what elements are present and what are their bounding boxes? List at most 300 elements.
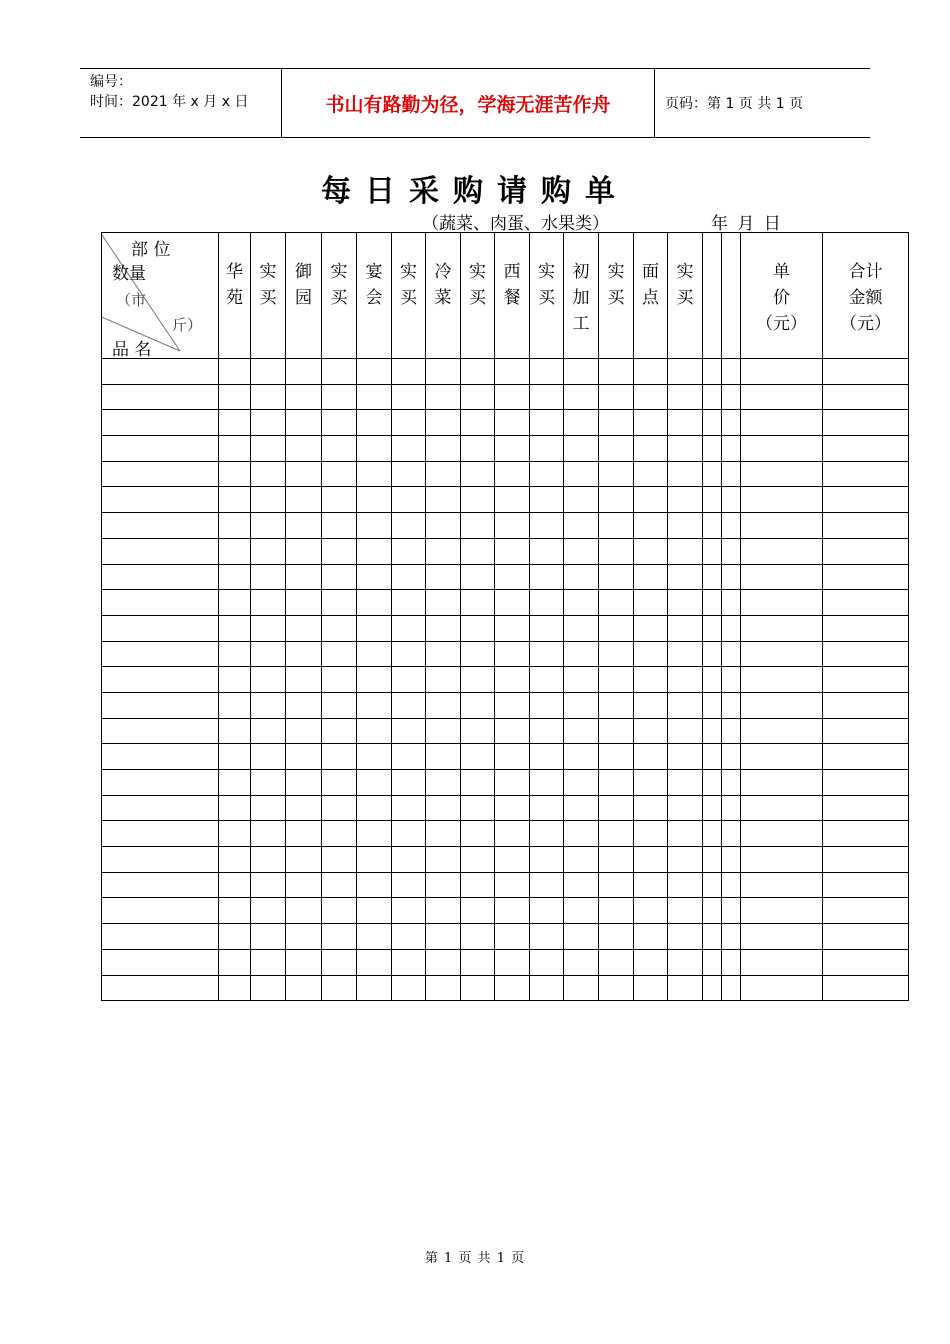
table-cell[interactable]: [357, 410, 392, 436]
table-cell[interactable]: [251, 667, 286, 693]
table-cell[interactable]: [564, 436, 599, 462]
table-cell[interactable]: [530, 924, 564, 950]
table-cell[interactable]: [530, 692, 564, 718]
table-cell[interactable]: [703, 795, 722, 821]
table-cell[interactable]: [461, 590, 495, 616]
table-cell[interactable]: [722, 513, 741, 539]
table-cell[interactable]: [564, 795, 599, 821]
table-cell[interactable]: [461, 384, 495, 410]
table-cell[interactable]: [564, 615, 599, 641]
table-cell[interactable]: [741, 538, 823, 564]
table-cell[interactable]: [495, 641, 530, 667]
table-cell[interactable]: [219, 949, 251, 975]
table-cell[interactable]: [219, 872, 251, 898]
table-cell[interactable]: [668, 410, 703, 436]
table-cell[interactable]: [599, 795, 634, 821]
table-cell[interactable]: [823, 744, 909, 770]
table-cell[interactable]: [741, 513, 823, 539]
table-cell[interactable]: [426, 770, 461, 796]
table-cell[interactable]: [251, 615, 286, 641]
table-cell[interactable]: [668, 590, 703, 616]
table-cell[interactable]: [530, 718, 564, 744]
table-cell[interactable]: [564, 641, 599, 667]
table-cell[interactable]: [322, 461, 357, 487]
table-cell[interactable]: [741, 667, 823, 693]
table-cell[interactable]: [219, 384, 251, 410]
table-cell[interactable]: [102, 898, 219, 924]
table-cell[interactable]: [703, 487, 722, 513]
table-cell[interactable]: [564, 410, 599, 436]
table-cell[interactable]: [426, 872, 461, 898]
table-cell[interactable]: [251, 744, 286, 770]
table-cell[interactable]: [322, 436, 357, 462]
table-cell[interactable]: [634, 795, 668, 821]
table-cell[interactable]: [286, 615, 322, 641]
table-cell[interactable]: [392, 872, 426, 898]
table-cell[interactable]: [392, 898, 426, 924]
table-cell[interactable]: [426, 744, 461, 770]
table-cell[interactable]: [564, 359, 599, 385]
table-cell[interactable]: [703, 692, 722, 718]
table-cell[interactable]: [219, 847, 251, 873]
table-cell[interactable]: [823, 615, 909, 641]
table-cell[interactable]: [392, 975, 426, 1001]
table-cell[interactable]: [286, 487, 322, 513]
table-cell[interactable]: [741, 744, 823, 770]
table-cell[interactable]: [357, 872, 392, 898]
table-cell[interactable]: [392, 795, 426, 821]
table-cell[interactable]: [426, 513, 461, 539]
table-cell[interactable]: [102, 667, 219, 693]
table-cell[interactable]: [286, 718, 322, 744]
table-cell[interactable]: [741, 487, 823, 513]
table-cell[interactable]: [741, 359, 823, 385]
table-cell[interactable]: [741, 795, 823, 821]
table-cell[interactable]: [722, 487, 741, 513]
table-cell[interactable]: [102, 821, 219, 847]
table-cell[interactable]: [564, 487, 599, 513]
table-cell[interactable]: [461, 744, 495, 770]
table-cell[interactable]: [634, 436, 668, 462]
table-cell[interactable]: [564, 770, 599, 796]
table-cell[interactable]: [634, 949, 668, 975]
table-cell[interactable]: [703, 590, 722, 616]
table-cell[interactable]: [668, 513, 703, 539]
table-cell[interactable]: [530, 615, 564, 641]
table-cell[interactable]: [286, 795, 322, 821]
table-cell[interactable]: [564, 898, 599, 924]
table-cell[interactable]: [392, 744, 426, 770]
table-cell[interactable]: [668, 538, 703, 564]
table-cell[interactable]: [219, 436, 251, 462]
table-cell[interactable]: [599, 692, 634, 718]
table-cell[interactable]: [392, 410, 426, 436]
table-cell[interactable]: [823, 692, 909, 718]
table-cell[interactable]: [392, 436, 426, 462]
table-cell[interactable]: [392, 538, 426, 564]
table-cell[interactable]: [461, 821, 495, 847]
table-cell[interactable]: [564, 821, 599, 847]
table-cell[interactable]: [722, 436, 741, 462]
table-cell[interactable]: [102, 461, 219, 487]
table-cell[interactable]: [322, 744, 357, 770]
table-cell[interactable]: [722, 384, 741, 410]
table-cell[interactable]: [741, 924, 823, 950]
table-cell[interactable]: [495, 872, 530, 898]
table-cell[interactable]: [741, 847, 823, 873]
table-cell[interactable]: [102, 744, 219, 770]
table-cell[interactable]: [286, 949, 322, 975]
table-cell[interactable]: [741, 461, 823, 487]
table-cell[interactable]: [703, 564, 722, 590]
table-cell[interactable]: [219, 898, 251, 924]
table-cell[interactable]: [634, 821, 668, 847]
table-cell[interactable]: [426, 924, 461, 950]
table-cell[interactable]: [461, 975, 495, 1001]
table-cell[interactable]: [461, 872, 495, 898]
table-cell[interactable]: [634, 538, 668, 564]
table-cell[interactable]: [219, 718, 251, 744]
table-cell[interactable]: [286, 641, 322, 667]
table-cell[interactable]: [392, 949, 426, 975]
table-cell[interactable]: [219, 487, 251, 513]
table-cell[interactable]: [634, 718, 668, 744]
table-cell[interactable]: [599, 718, 634, 744]
table-cell[interactable]: [251, 898, 286, 924]
table-cell[interactable]: [426, 641, 461, 667]
table-cell[interactable]: [461, 564, 495, 590]
table-cell[interactable]: [703, 975, 722, 1001]
table-cell[interactable]: [722, 898, 741, 924]
table-cell[interactable]: [286, 872, 322, 898]
table-cell[interactable]: [530, 590, 564, 616]
table-cell[interactable]: [392, 924, 426, 950]
table-cell[interactable]: [219, 667, 251, 693]
table-cell[interactable]: [357, 795, 392, 821]
table-cell[interactable]: [426, 795, 461, 821]
table-cell[interactable]: [634, 898, 668, 924]
table-cell[interactable]: [668, 359, 703, 385]
table-cell[interactable]: [722, 359, 741, 385]
table-cell[interactable]: [530, 975, 564, 1001]
table-cell[interactable]: [530, 513, 564, 539]
table-cell[interactable]: [495, 538, 530, 564]
table-cell[interactable]: [703, 872, 722, 898]
table-cell[interactable]: [668, 615, 703, 641]
table-cell[interactable]: [530, 795, 564, 821]
table-cell[interactable]: [392, 641, 426, 667]
table-cell[interactable]: [495, 487, 530, 513]
table-cell[interactable]: [322, 359, 357, 385]
table-cell[interactable]: [251, 949, 286, 975]
table-cell[interactable]: [251, 641, 286, 667]
table-cell[interactable]: [741, 384, 823, 410]
table-cell[interactable]: [564, 924, 599, 950]
table-cell[interactable]: [564, 975, 599, 1001]
table-cell[interactable]: [741, 564, 823, 590]
table-cell[interactable]: [251, 538, 286, 564]
table-cell[interactable]: [357, 615, 392, 641]
table-cell[interactable]: [722, 744, 741, 770]
table-cell[interactable]: [703, 359, 722, 385]
table-cell[interactable]: [286, 924, 322, 950]
table-cell[interactable]: [634, 744, 668, 770]
table-cell[interactable]: [357, 949, 392, 975]
table-cell[interactable]: [823, 513, 909, 539]
table-cell[interactable]: [564, 513, 599, 539]
table-cell[interactable]: [251, 590, 286, 616]
table-cell[interactable]: [461, 461, 495, 487]
table-cell[interactable]: [530, 487, 564, 513]
table-cell[interactable]: [357, 513, 392, 539]
table-cell[interactable]: [426, 847, 461, 873]
table-cell[interactable]: [564, 384, 599, 410]
table-cell[interactable]: [357, 538, 392, 564]
table-cell[interactable]: [741, 410, 823, 436]
table-cell[interactable]: [668, 770, 703, 796]
table-cell[interactable]: [530, 667, 564, 693]
table-cell[interactable]: [722, 975, 741, 1001]
table-cell[interactable]: [599, 410, 634, 436]
table-cell[interactable]: [741, 770, 823, 796]
table-cell[interactable]: [102, 770, 219, 796]
table-cell[interactable]: [219, 744, 251, 770]
table-cell[interactable]: [426, 821, 461, 847]
table-cell[interactable]: [668, 384, 703, 410]
table-cell[interactable]: [530, 744, 564, 770]
table-cell[interactable]: [741, 641, 823, 667]
table-cell[interactable]: [357, 436, 392, 462]
table-cell[interactable]: [722, 795, 741, 821]
table-cell[interactable]: [722, 615, 741, 641]
table-cell[interactable]: [668, 564, 703, 590]
table-cell[interactable]: [823, 795, 909, 821]
table-cell[interactable]: [286, 538, 322, 564]
table-cell[interactable]: [668, 487, 703, 513]
table-cell[interactable]: [286, 384, 322, 410]
table-cell[interactable]: [357, 847, 392, 873]
table-cell[interactable]: [322, 667, 357, 693]
table-cell[interactable]: [426, 718, 461, 744]
table-cell[interactable]: [322, 564, 357, 590]
table-cell[interactable]: [495, 744, 530, 770]
table-cell[interactable]: [634, 667, 668, 693]
table-cell[interactable]: [251, 359, 286, 385]
table-cell[interactable]: [322, 821, 357, 847]
table-cell[interactable]: [322, 795, 357, 821]
table-cell[interactable]: [599, 949, 634, 975]
table-cell[interactable]: [461, 898, 495, 924]
table-cell[interactable]: [357, 744, 392, 770]
table-cell[interactable]: [634, 590, 668, 616]
table-cell[interactable]: [495, 718, 530, 744]
table-cell[interactable]: [461, 436, 495, 462]
table-cell[interactable]: [599, 359, 634, 385]
table-cell[interactable]: [322, 590, 357, 616]
table-cell[interactable]: [357, 898, 392, 924]
table-cell[interactable]: [357, 924, 392, 950]
table-cell[interactable]: [322, 487, 357, 513]
table-cell[interactable]: [530, 872, 564, 898]
table-cell[interactable]: [286, 692, 322, 718]
table-cell[interactable]: [823, 924, 909, 950]
table-cell[interactable]: [357, 384, 392, 410]
table-cell[interactable]: [634, 692, 668, 718]
table-cell[interactable]: [251, 513, 286, 539]
table-cell[interactable]: [392, 359, 426, 385]
table-cell[interactable]: [426, 667, 461, 693]
table-cell[interactable]: [703, 384, 722, 410]
table-cell[interactable]: [564, 667, 599, 693]
table-cell[interactable]: [722, 590, 741, 616]
table-cell[interactable]: [219, 538, 251, 564]
table-cell[interactable]: [102, 615, 219, 641]
table-cell[interactable]: [722, 872, 741, 898]
table-cell[interactable]: [495, 359, 530, 385]
table-cell[interactable]: [461, 949, 495, 975]
table-cell[interactable]: [530, 564, 564, 590]
table-cell[interactable]: [495, 770, 530, 796]
table-cell[interactable]: [219, 641, 251, 667]
table-cell[interactable]: [741, 821, 823, 847]
table-cell[interactable]: [634, 641, 668, 667]
table-cell[interactable]: [392, 590, 426, 616]
table-cell[interactable]: [219, 692, 251, 718]
table-cell[interactable]: [668, 667, 703, 693]
table-cell[interactable]: [823, 564, 909, 590]
table-cell[interactable]: [530, 898, 564, 924]
table-cell[interactable]: [461, 615, 495, 641]
table-cell[interactable]: [286, 770, 322, 796]
table-cell[interactable]: [251, 821, 286, 847]
table-cell[interactable]: [286, 513, 322, 539]
table-cell[interactable]: [102, 795, 219, 821]
table-cell[interactable]: [703, 898, 722, 924]
table-cell[interactable]: [564, 949, 599, 975]
table-cell[interactable]: [741, 692, 823, 718]
table-cell[interactable]: [322, 615, 357, 641]
table-cell[interactable]: [564, 744, 599, 770]
table-cell[interactable]: [102, 487, 219, 513]
table-cell[interactable]: [219, 513, 251, 539]
table-cell[interactable]: [564, 847, 599, 873]
table-cell[interactable]: [495, 615, 530, 641]
table-cell[interactable]: [722, 641, 741, 667]
table-cell[interactable]: [426, 590, 461, 616]
table-cell[interactable]: [426, 975, 461, 1001]
table-cell[interactable]: [322, 924, 357, 950]
table-cell[interactable]: [495, 461, 530, 487]
table-cell[interactable]: [823, 898, 909, 924]
table-cell[interactable]: [495, 564, 530, 590]
table-cell[interactable]: [530, 436, 564, 462]
table-cell[interactable]: [823, 872, 909, 898]
table-cell[interactable]: [461, 538, 495, 564]
table-cell[interactable]: [286, 667, 322, 693]
table-cell[interactable]: [495, 692, 530, 718]
table-cell[interactable]: [564, 538, 599, 564]
table-cell[interactable]: [495, 949, 530, 975]
table-cell[interactable]: [530, 847, 564, 873]
table-cell[interactable]: [286, 359, 322, 385]
table-cell[interactable]: [219, 975, 251, 1001]
table-cell[interactable]: [823, 718, 909, 744]
table-cell[interactable]: [741, 949, 823, 975]
table-cell[interactable]: [251, 924, 286, 950]
table-cell[interactable]: [102, 872, 219, 898]
table-cell[interactable]: [703, 744, 722, 770]
table-cell[interactable]: [703, 436, 722, 462]
table-cell[interactable]: [426, 538, 461, 564]
table-cell[interactable]: [357, 667, 392, 693]
table-cell[interactable]: [102, 590, 219, 616]
table-cell[interactable]: [703, 410, 722, 436]
table-cell[interactable]: [426, 898, 461, 924]
table-cell[interactable]: [357, 692, 392, 718]
table-cell[interactable]: [530, 461, 564, 487]
table-cell[interactable]: [530, 770, 564, 796]
table-cell[interactable]: [392, 718, 426, 744]
table-cell[interactable]: [530, 538, 564, 564]
table-cell[interactable]: [599, 975, 634, 1001]
table-cell[interactable]: [251, 461, 286, 487]
table-cell[interactable]: [668, 924, 703, 950]
table-cell[interactable]: [495, 590, 530, 616]
table-cell[interactable]: [322, 513, 357, 539]
table-cell[interactable]: [251, 847, 286, 873]
table-cell[interactable]: [392, 847, 426, 873]
table-cell[interactable]: [564, 718, 599, 744]
table-cell[interactable]: [599, 590, 634, 616]
table-cell[interactable]: [703, 770, 722, 796]
table-cell[interactable]: [102, 641, 219, 667]
table-cell[interactable]: [495, 795, 530, 821]
table-cell[interactable]: [634, 461, 668, 487]
table-cell[interactable]: [495, 847, 530, 873]
table-cell[interactable]: [495, 410, 530, 436]
table-cell[interactable]: [461, 641, 495, 667]
table-cell[interactable]: [599, 564, 634, 590]
table-cell[interactable]: [530, 410, 564, 436]
table-cell[interactable]: [426, 410, 461, 436]
table-cell[interactable]: [668, 744, 703, 770]
table-cell[interactable]: [102, 975, 219, 1001]
table-cell[interactable]: [357, 487, 392, 513]
table-cell[interactable]: [823, 461, 909, 487]
table-cell[interactable]: [357, 821, 392, 847]
table-cell[interactable]: [322, 641, 357, 667]
table-cell[interactable]: [219, 359, 251, 385]
table-cell[interactable]: [823, 384, 909, 410]
table-cell[interactable]: [461, 667, 495, 693]
table-cell[interactable]: [668, 461, 703, 487]
table-cell[interactable]: [599, 436, 634, 462]
table-cell[interactable]: [634, 872, 668, 898]
table-cell[interactable]: [599, 847, 634, 873]
table-cell[interactable]: [823, 770, 909, 796]
table-cell[interactable]: [102, 847, 219, 873]
table-cell[interactable]: [357, 359, 392, 385]
table-cell[interactable]: [392, 667, 426, 693]
table-cell[interactable]: [461, 410, 495, 436]
table-cell[interactable]: [102, 436, 219, 462]
table-cell[interactable]: [322, 718, 357, 744]
table-cell[interactable]: [823, 487, 909, 513]
table-cell[interactable]: [495, 898, 530, 924]
table-cell[interactable]: [357, 718, 392, 744]
table-cell[interactable]: [495, 436, 530, 462]
table-cell[interactable]: [495, 384, 530, 410]
